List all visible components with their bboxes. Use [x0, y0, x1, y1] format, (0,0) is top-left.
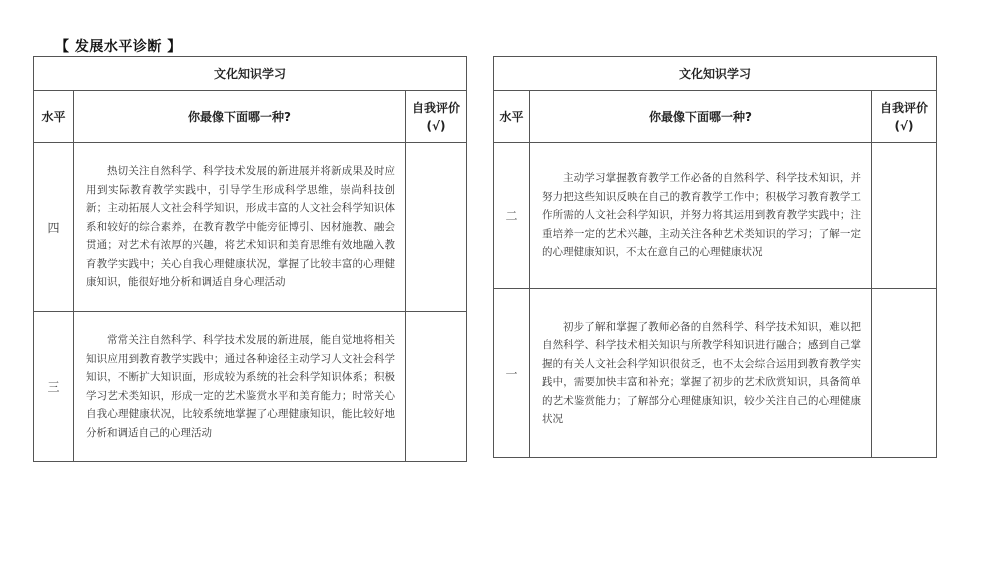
self-eval-mark-cell[interactable]: [406, 312, 467, 462]
right-self-eval-label: 自我评价: [880, 100, 929, 115]
level-cell: 四: [34, 143, 74, 312]
right-diagnosis-table: [493, 56, 937, 458]
description-cell: 主动学习掌握教育教学工作必备的自然科学、科学技术知识，并努力把这些知识反映在自己的教育教学工作中；积极学习教育教学工作所需的人文社会科学知识，并努力将其运用到教育教学实践中；注重培养一定的艺术兴趣，主动关注各种艺术类知识的学习；了解一定的心理健康知识，不太在意自己的心理健康状况: [530, 143, 872, 289]
table-row: [494, 289, 937, 458]
page-heading: 【 发展水平诊断 】: [55, 39, 182, 55]
left-col-self-eval-header: [406, 91, 467, 143]
level-cell: 二: [494, 143, 530, 289]
left-table-title: 文化知识学习: [34, 57, 467, 91]
left-self-eval-label: 自我评价: [412, 100, 461, 115]
description-cell: 常常关注自然科学、科学技术发展的新进展，能自觉地将相关知识应用到教育教学实践中；通过各种途径主动学习人文社会科学知识，不断扩大知识面，形成较为系统的社会科学知识体系；积极学习艺术类知识，形成一定的艺术鉴赏水平和美育能力；时常关心自我心理健康状况，比较系统地掌握了心理健康知识，能比较好地分析和调适自己的心理活动: [74, 312, 406, 462]
left-col-question-header: 你最像下面哪一种?: [74, 91, 406, 143]
left-diagnosis-table: [33, 56, 467, 462]
right-col-question-header: 你最像下面哪一种?: [530, 91, 872, 143]
table-row: [34, 143, 467, 312]
table-row: [34, 312, 467, 462]
table-row: [494, 143, 937, 289]
right-col-self-eval-header: [872, 91, 937, 143]
right-col-level-header: 水平: [494, 91, 530, 143]
left-col-level-header: 水平: [34, 91, 74, 143]
right-self-eval-check: (√): [894, 118, 914, 133]
right-table-title: 文化知识学习: [494, 57, 937, 91]
left-self-eval-check: (√): [426, 118, 446, 133]
self-eval-mark-cell[interactable]: [872, 143, 937, 289]
level-cell: 一: [494, 289, 530, 458]
self-eval-mark-cell[interactable]: [872, 289, 937, 458]
description-cell: 初步了解和掌握了教师必备的自然科学、科学技术知识，难以把自然科学、科学技术相关知识与所教学科知识进行融合；感到自己掌握的有关人文社会科学知识很贫乏，也不太会综合运用到教育教学实践中，需要加快丰富和补充；掌握了初步的艺术欣赏知识，具备简单的艺术鉴赏能力；了解部分心理健康知识，较少关注自己的心理健康状况: [530, 289, 872, 458]
level-cell: 三: [34, 312, 74, 462]
self-eval-mark-cell[interactable]: [406, 143, 467, 312]
description-cell: 热切关注自然科学、科学技术发展的新进展并将新成果及时应用到实际教育教学实践中，引导学生形成科学思维，崇尚科技创新；主动拓展人文社会科学知识，形成丰富的人文社会科学知识体系和较好的综合素养，在教育教学中能旁征博引、因材施教、融会贯通；对艺术有浓厚的兴趣，将艺术知识和美育思维有效地融入教育教学实践中；关心自我心理健康状况，掌握了比较丰富的心理健康知识，能很好地分析和调适自身心理活动: [74, 143, 406, 312]
